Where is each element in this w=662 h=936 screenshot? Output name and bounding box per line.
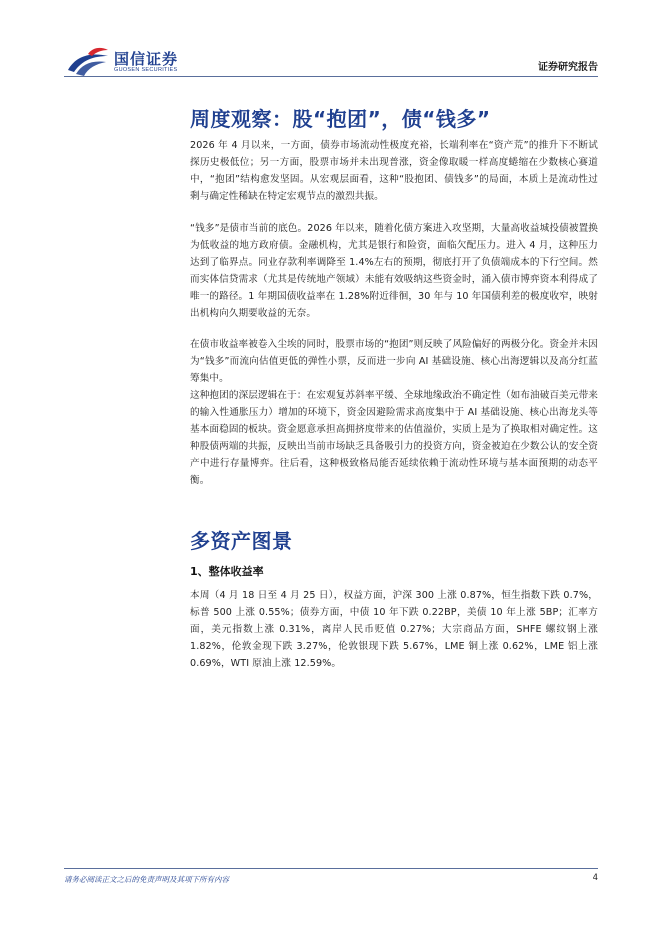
footer-divider (64, 868, 598, 869)
page-header (0, 0, 662, 80)
header-divider (64, 76, 598, 77)
report-type-label: 证券研究报告 (538, 62, 598, 73)
company-logo (66, 46, 196, 78)
logo-chinese-text: 国信证券 (114, 50, 179, 68)
guosen-logo-icon (66, 46, 110, 76)
subsection-title-returns: 1、整体收益率 (190, 565, 264, 578)
body-paragraph-3: 在债市收益率被卷入尘埃的同时，股票市场的“抱团”则反映了风险偏好的两极分化。资金并未因为“钱多”而流向估值更低的弹性小票，反而进一步向 AI 基础设施、核心出海逻辑以及高分红蓝筹集中。 (190, 339, 598, 384)
logo-english-text: GUOSEN SECURITIES (114, 67, 178, 73)
body-paragraph-returns: 本周（4 月 18 日至 4 月 25 日），权益方面，沪深 300 上涨 0.87%，恒生指数下跌 0.7%，标普 500 上涨 0.55%；债券方面，中债 10 年下跌 0.22BP，美债 10 年上涨 5BP；汇率方面，美元指数上涨 0.31%，离岸人民币贬值 0.27%；大宗商品方面，SHFE 螺纹钢上涨 1.82%，伦敦金现下跌 3.27%，伦敦银现下跌 5.67%，LME 铜上涨 0.62%，LME 铝上涨 0.69%，WTI 原油上涨 12.59%。 (190, 590, 598, 669)
body-paragraph-4: 这种抱团的深层逻辑在于：在宏观复苏斜率平缓、全球地缘政治不确定性（如布油破百美元带来的输入性通胀压力）增加的环境下，资金因避险需求高度集中于 AI 基础设施、核心出海龙头等基本面稳固的板块。资金愿意承担高拥挤度带来的估值溢价，实质上是为了换取相对确定性。这种股债两端的共振，反映出当前市场缺乏具备吸引力的投资方向，资金被迫在少数公认的安全资产中进行存量博弈。往后看，这种极致格局能否延续依赖于流动性环境与基本面预期的动态平衡。 (190, 390, 598, 486)
section-title-multi-asset: 多资产图景 (190, 529, 293, 553)
page-number: 4 (592, 873, 598, 883)
section-title-weekly-observation: 周度观察：股“抱团”，债“钱多” (190, 107, 491, 131)
footer-disclaimer: 请务必阅读正文之后的免责声明及其项下所有内容 (64, 875, 229, 884)
body-paragraph-1: 2026 年 4 月以来，一方面，债券市场流动性极度充裕，长端利率在“资产荒”的推升下不断试探历史极低位；另一方面，股票市场并未出现普涨，资金像取暖一样高度蜷缩在少数核心赛道中，“抱团”结构愈发坚固。从宏观层面看，这种“股抱团、债钱多”的局面，本质上是流动性过剩与确定性稀缺在特定宏观节点的激烈共振。 (190, 140, 598, 202)
body-paragraph-2: “钱多”是债市当前的底色。2026 年以来，随着化债方案进入攻坚期，大量高收益城投债被置换为低收益的地方政府债。金融机构，尤其是银行和险资，面临欠配压力。进入 4 月，这种压力达到了临界点。同业存款利率调降至 1.4%左右的预期，彻底打开了负债端成本的下行空间。然而实体信贷需求（尤其是传统地产领域）未能有效吸纳这些资金时，涌入债市博弈资本利得成了唯一的路径。1 年期国债收益率在 1.28%附近徘徊，30 年与 10 年国债利差的极度收窄，映射出机构向久期要收益的无奈。 (190, 223, 598, 319)
